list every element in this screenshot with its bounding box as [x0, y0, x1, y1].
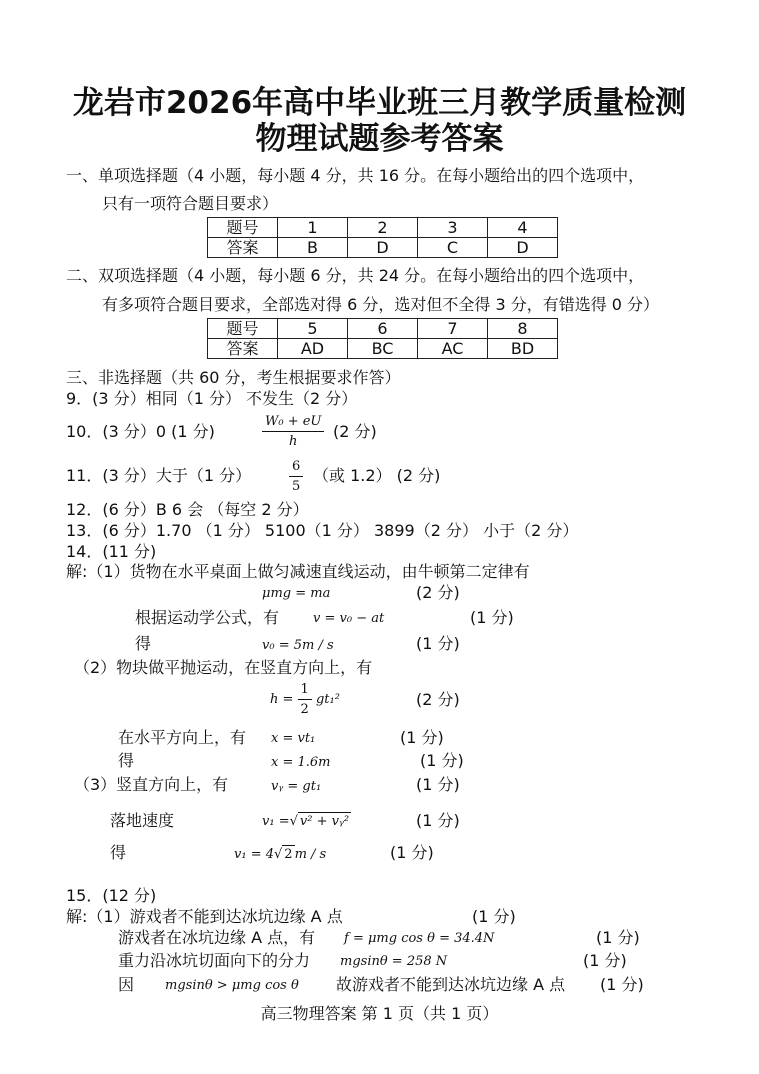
section1-heading: 一、单项选择题（4 小题，每小题 4 分，共 16 分。在每小题给出的四个选项中， [66, 166, 645, 185]
equation-lhs: v₁ = 4 [234, 847, 274, 862]
q15-line1: 解:（1）游戏者不能到达冰坑边缘 A 点 [66, 907, 343, 926]
q15-equation2: mgsinθ = 258 N [340, 954, 448, 969]
q14-line8-text: 得 [118, 751, 135, 770]
answer-q10-part2: (2 分) [333, 422, 377, 441]
section2-answer-table [207, 318, 558, 359]
q15-line2-text: 游戏者在冰坑边缘 A 点，有 [118, 928, 316, 947]
q15-equation1: f = μmg cos θ = 34.4N [344, 931, 495, 946]
q15-equation3: mgsinθ > μmg cos θ [165, 978, 299, 993]
q14-part3-heading: （3）竖直方向上，有 [74, 775, 229, 794]
section2-heading: 二、双项选择题（4 小题，每小题 6 分，共 24 分。在每小题给出的四个选项中， [66, 266, 645, 285]
q14-line1: 解:（1）货物在水平桌面上做匀减速直线运动，由牛顿第二定律有 [66, 562, 530, 581]
q15-score4: (1 分) [600, 975, 644, 994]
table-cell: D [348, 238, 418, 258]
answer-q10-part1: 10．(3 分）0 (1 分) [66, 422, 215, 441]
q15-score1: (1 分) [472, 907, 516, 926]
fraction-numerator: 6 [289, 459, 303, 477]
q14-score9: (1 分) [390, 843, 434, 862]
table-cell: 4 [488, 218, 558, 238]
page-footer: 高三物理答案 第 1 页（共 1 页） [260, 1004, 499, 1023]
q14-equation8 [262, 812, 351, 829]
q15-line4-conclusion: 故游戏者不能到达冰坑边缘 A 点 [336, 975, 566, 994]
q14-equation7: vᵧ = gt₁ [271, 779, 322, 794]
table-cell: AC [418, 339, 488, 359]
q14-line7-text: 在水平方向上，有 [118, 728, 247, 747]
table-cell: 题号 [208, 218, 278, 238]
q15-score3: (1 分) [583, 951, 627, 970]
q14-line10-text: 落地速度 [110, 811, 175, 830]
section3-heading: 三、非选择题（共 60 分，考生根据要求作答） [66, 368, 401, 387]
table-cell: BC [348, 339, 418, 359]
answer-q11-fraction [289, 459, 303, 494]
table-cell: 7 [418, 319, 488, 339]
table-cell: B [278, 238, 348, 258]
section1-answer-table [207, 217, 558, 258]
q14-score4: (2 分) [416, 690, 460, 709]
q14-line3-text: 根据运动学公式，有 [135, 608, 280, 627]
q14-equation2: v = v₀ − at [313, 611, 385, 626]
q15-line3-text: 重力沿冰坑切面向下的分力 [118, 951, 311, 970]
answer-q14-heading: 14．(11 分) [66, 542, 157, 561]
answer-q10-fraction [262, 414, 324, 449]
fraction-denominator: h [289, 434, 298, 449]
q14-score6: (1 分) [420, 751, 464, 770]
q14-equation1: μmg = ma [262, 586, 331, 601]
answer-q11-part2: （或 1.2） (2 分) [313, 466, 441, 485]
q14-line11-text: 得 [110, 843, 127, 862]
q14-part2-heading: （2）物块做平抛运动，在竖直方向上，有 [74, 658, 373, 677]
q15-score2: (1 分) [596, 928, 640, 947]
section2-heading-cont: 有多项符合题目要求，全部选对得 6 分，选对但不全得 3 分，有错选得 0 分） [102, 295, 660, 314]
fraction-numerator: 1 [298, 682, 312, 700]
table-cell: 6 [348, 319, 418, 339]
table-cell: 答案 [208, 238, 278, 258]
q15-line4-text: 因 [118, 975, 135, 994]
q14-score8: (1 分) [416, 811, 460, 830]
section1-heading-cont: 只有一项符合题目要求） [102, 194, 279, 213]
fraction-denominator: 5 [292, 479, 301, 494]
sqrt-icon: √ 2 [273, 847, 293, 862]
q14-equation9 [234, 845, 326, 862]
answer-q15-heading: 15．(12 分) [66, 886, 157, 905]
table-cell: 3 [418, 218, 488, 238]
table-cell: 题号 [208, 319, 278, 339]
table-cell: 8 [488, 319, 558, 339]
answer-q9: 9．(3 分）相同（1 分） 不发生（2 分） [66, 389, 358, 408]
radicand: v² + vᵧ² [299, 814, 350, 829]
equation-lhs: h = [270, 692, 294, 707]
q14-score1: (2 分) [416, 583, 460, 602]
table-cell: D [488, 238, 558, 258]
table-cell: 5 [278, 319, 348, 339]
table-cell: AD [278, 339, 348, 359]
page-subtitle: 物理试题参考答案 [255, 121, 504, 157]
q14-equation5: x = vt₁ [271, 731, 316, 746]
sqrt-icon: √ v² + vᵧ² [289, 814, 350, 829]
equation-rhs: m / s [294, 847, 327, 862]
radicand: 2 [284, 847, 293, 862]
fraction-numerator: W₀ + eU [262, 414, 324, 432]
table-cell: 1 [278, 218, 348, 238]
q14-score2: (1 分) [470, 608, 514, 627]
answer-q13: 13．(6 分）1.70 （1 分） 5100（1 分） 3899（2 分） 小于（2 分） [66, 521, 579, 540]
fraction-denominator: 2 [300, 702, 309, 717]
q14-score3: (1 分) [416, 634, 460, 653]
q14-line4-text: 得 [135, 634, 152, 653]
answer-q11-part1: 11．(3 分）大于（1 分） [66, 466, 252, 485]
q14-equation4 [270, 682, 340, 717]
answer-q12: 12．(6 分）B 6 会 （每空 2 分） [66, 500, 309, 519]
q14-equation6: x = 1.6m [271, 755, 331, 770]
q14-equation3: v₀ = 5m / s [262, 638, 334, 653]
table-cell: 答案 [208, 339, 278, 359]
equation-rhs: gt₁² [315, 692, 340, 707]
q14-score7: (1 分) [416, 775, 460, 794]
table-cell: C [418, 238, 488, 258]
equation-lhs: v₁ = [262, 814, 290, 829]
page-title: 龙岩市2026年高中毕业班三月教学质量检测 [72, 85, 687, 121]
table-cell: 2 [348, 218, 418, 238]
table-cell: BD [488, 339, 558, 359]
q14-score5: (1 分) [400, 728, 444, 747]
